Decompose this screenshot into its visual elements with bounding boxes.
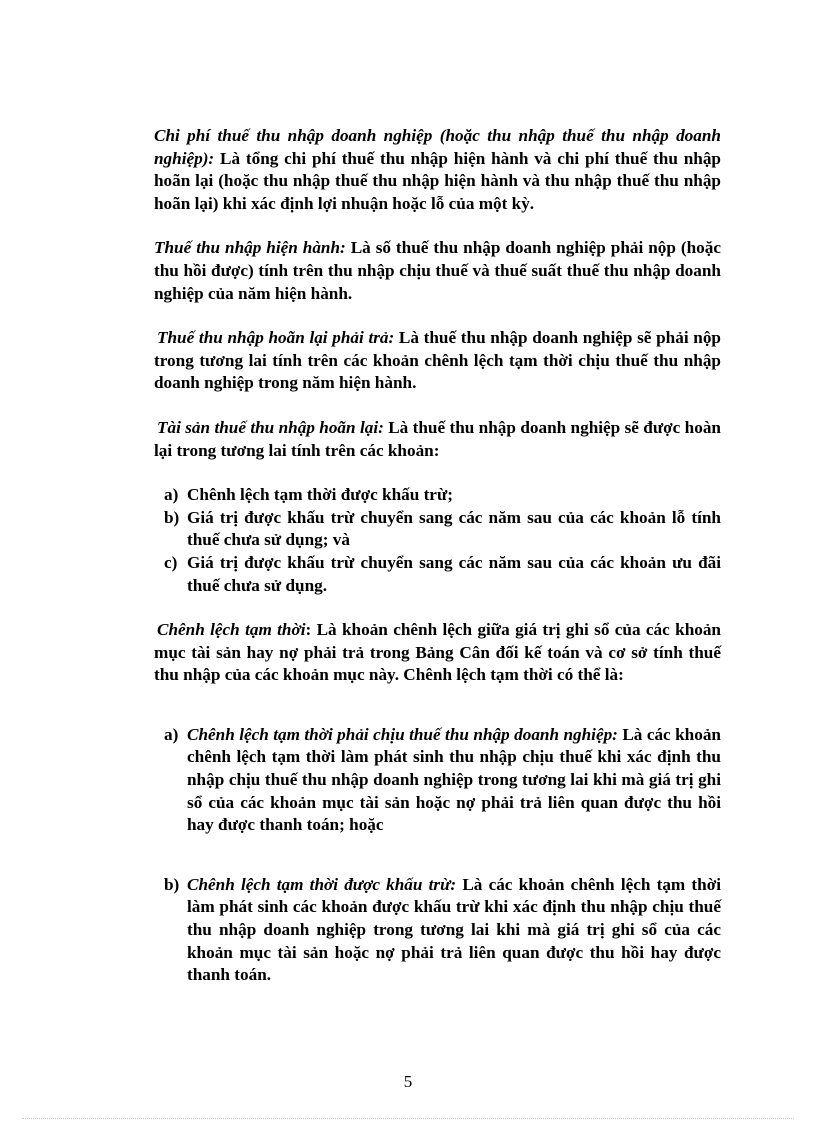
- term-current-income-tax: Thuế thu nhập hiện hành:: [154, 238, 346, 258]
- term-deferred-tax-liability: Thuế thu nhập hoãn lại phải trả:: [157, 328, 395, 348]
- list-marker: a): [164, 485, 179, 505]
- definition-text: Là thuế thu nhập doanh nghiệp sẽ phải nộp trong tương lai tính trên các khoản chênh lệch tạm thời chịu thuế thu nhập doanh nghiệp trong năm hiện hành.: [154, 328, 721, 393]
- page-body: [154, 125, 721, 987]
- page-number: 5: [403, 1072, 413, 1091]
- term-taxable-temporary-difference: Chênh lệch tạm thời phải chịu thuế thu nhập doanh nghiệp:: [187, 724, 618, 744]
- term-deductible-temporary-difference: Chênh lệch tạm thời được khấu trừ:: [187, 874, 457, 894]
- list-item: [154, 724, 721, 837]
- list-marker: c): [164, 552, 178, 572]
- page-bottom-divider: [22, 1118, 794, 1119]
- list-item: [154, 484, 721, 507]
- definition-text: : Là khoản chênh lệch giữa giá trị ghi sổ của các khoản mục tài sản hay nợ phải trả trong Bảng Cân đối kế toán và cơ sở tính thuế thu nhập của các khoản mục này. Chênh lệch tạm thời có thể là:: [154, 620, 721, 685]
- list-marker: a): [164, 724, 179, 744]
- definition-text: Là số thuế thu nhập doanh nghiệp phải nộp (hoặc thu hồi được) tính trên thu nhập chịu thuế và thuế suất thuế thu nhập doanh nghiệp của năm hiện hành.: [154, 238, 721, 303]
- list-item-text: Là các khoản chênh lệch tạm thời làm phát sinh các khoản được khấu trừ khi xác định thu nhập chịu thuế thu nhập doanh nghiệp trong tương lai khi mà giá trị ghi sổ của các khoản mục tài sản hoặc nợ phải trả liên quan được thu hồi hay được thanh toán.: [187, 874, 722, 985]
- definition-text: Là thuế thu nhập doanh nghiệp sẽ được hoàn lại trong tương lai tính trên các khoản:: [154, 417, 721, 460]
- term-income-tax-expense: Chi phí thuế thu nhập doanh nghiệp (hoặc thu nhập thuế thu nhập doanh nghiệp):: [154, 126, 721, 168]
- list-item: [154, 874, 721, 987]
- definition-text: Là tổng chi phí thuế thu nhập hiện hành và chi phí thuế thu nhập hoãn lại (hoặc thu nhập thuế thu nhập hiện hành và thu nhập thuế thu nhập hoãn lại) khi xác định lợi nhuận hoặc lỗ của một kỳ.: [154, 148, 721, 213]
- list-item: [154, 552, 721, 597]
- paragraph-current-income-tax: [154, 237, 721, 305]
- list-item-text: Chênh lệch tạm thời được khấu trừ;: [187, 485, 453, 505]
- paragraph-temporary-difference: [154, 619, 721, 687]
- temporary-difference-list: [154, 724, 721, 987]
- paragraph-deferred-tax-liability: [154, 327, 721, 395]
- paragraph-deferred-tax-asset: [154, 417, 721, 462]
- list-item-text: Là các khoản chênh lệch tạm thời làm phát sinh thu nhập chịu thuế khi xác định thu nhập chịu thuế thu nhập doanh nghiệp trong tương lai khi mà giá trị ghi sổ của các khoản mục tài sản hoặc nợ phải trả liên quan được thu hồi hay được thanh toán; hoặc: [187, 724, 721, 835]
- list-item-text: Giá trị được khấu trừ chuyển sang các năm sau của các khoản lỗ tính thuế chưa sử dụng; và: [187, 507, 721, 550]
- term-temporary-difference: Chênh lệch tạm thời: [157, 620, 306, 640]
- deferred-tax-asset-list: [154, 484, 721, 597]
- term-deferred-tax-asset: Tài sản thuế thu nhập hoãn lại:: [157, 417, 384, 437]
- list-item: [154, 507, 721, 552]
- list-marker: b): [164, 507, 180, 527]
- list-marker: b): [164, 874, 180, 894]
- paragraph-income-tax-expense: [154, 125, 721, 215]
- list-item-text: Giá trị được khấu trừ chuyển sang các năm sau của các khoản ưu đãi thuế chưa sử dụng.: [187, 552, 721, 595]
